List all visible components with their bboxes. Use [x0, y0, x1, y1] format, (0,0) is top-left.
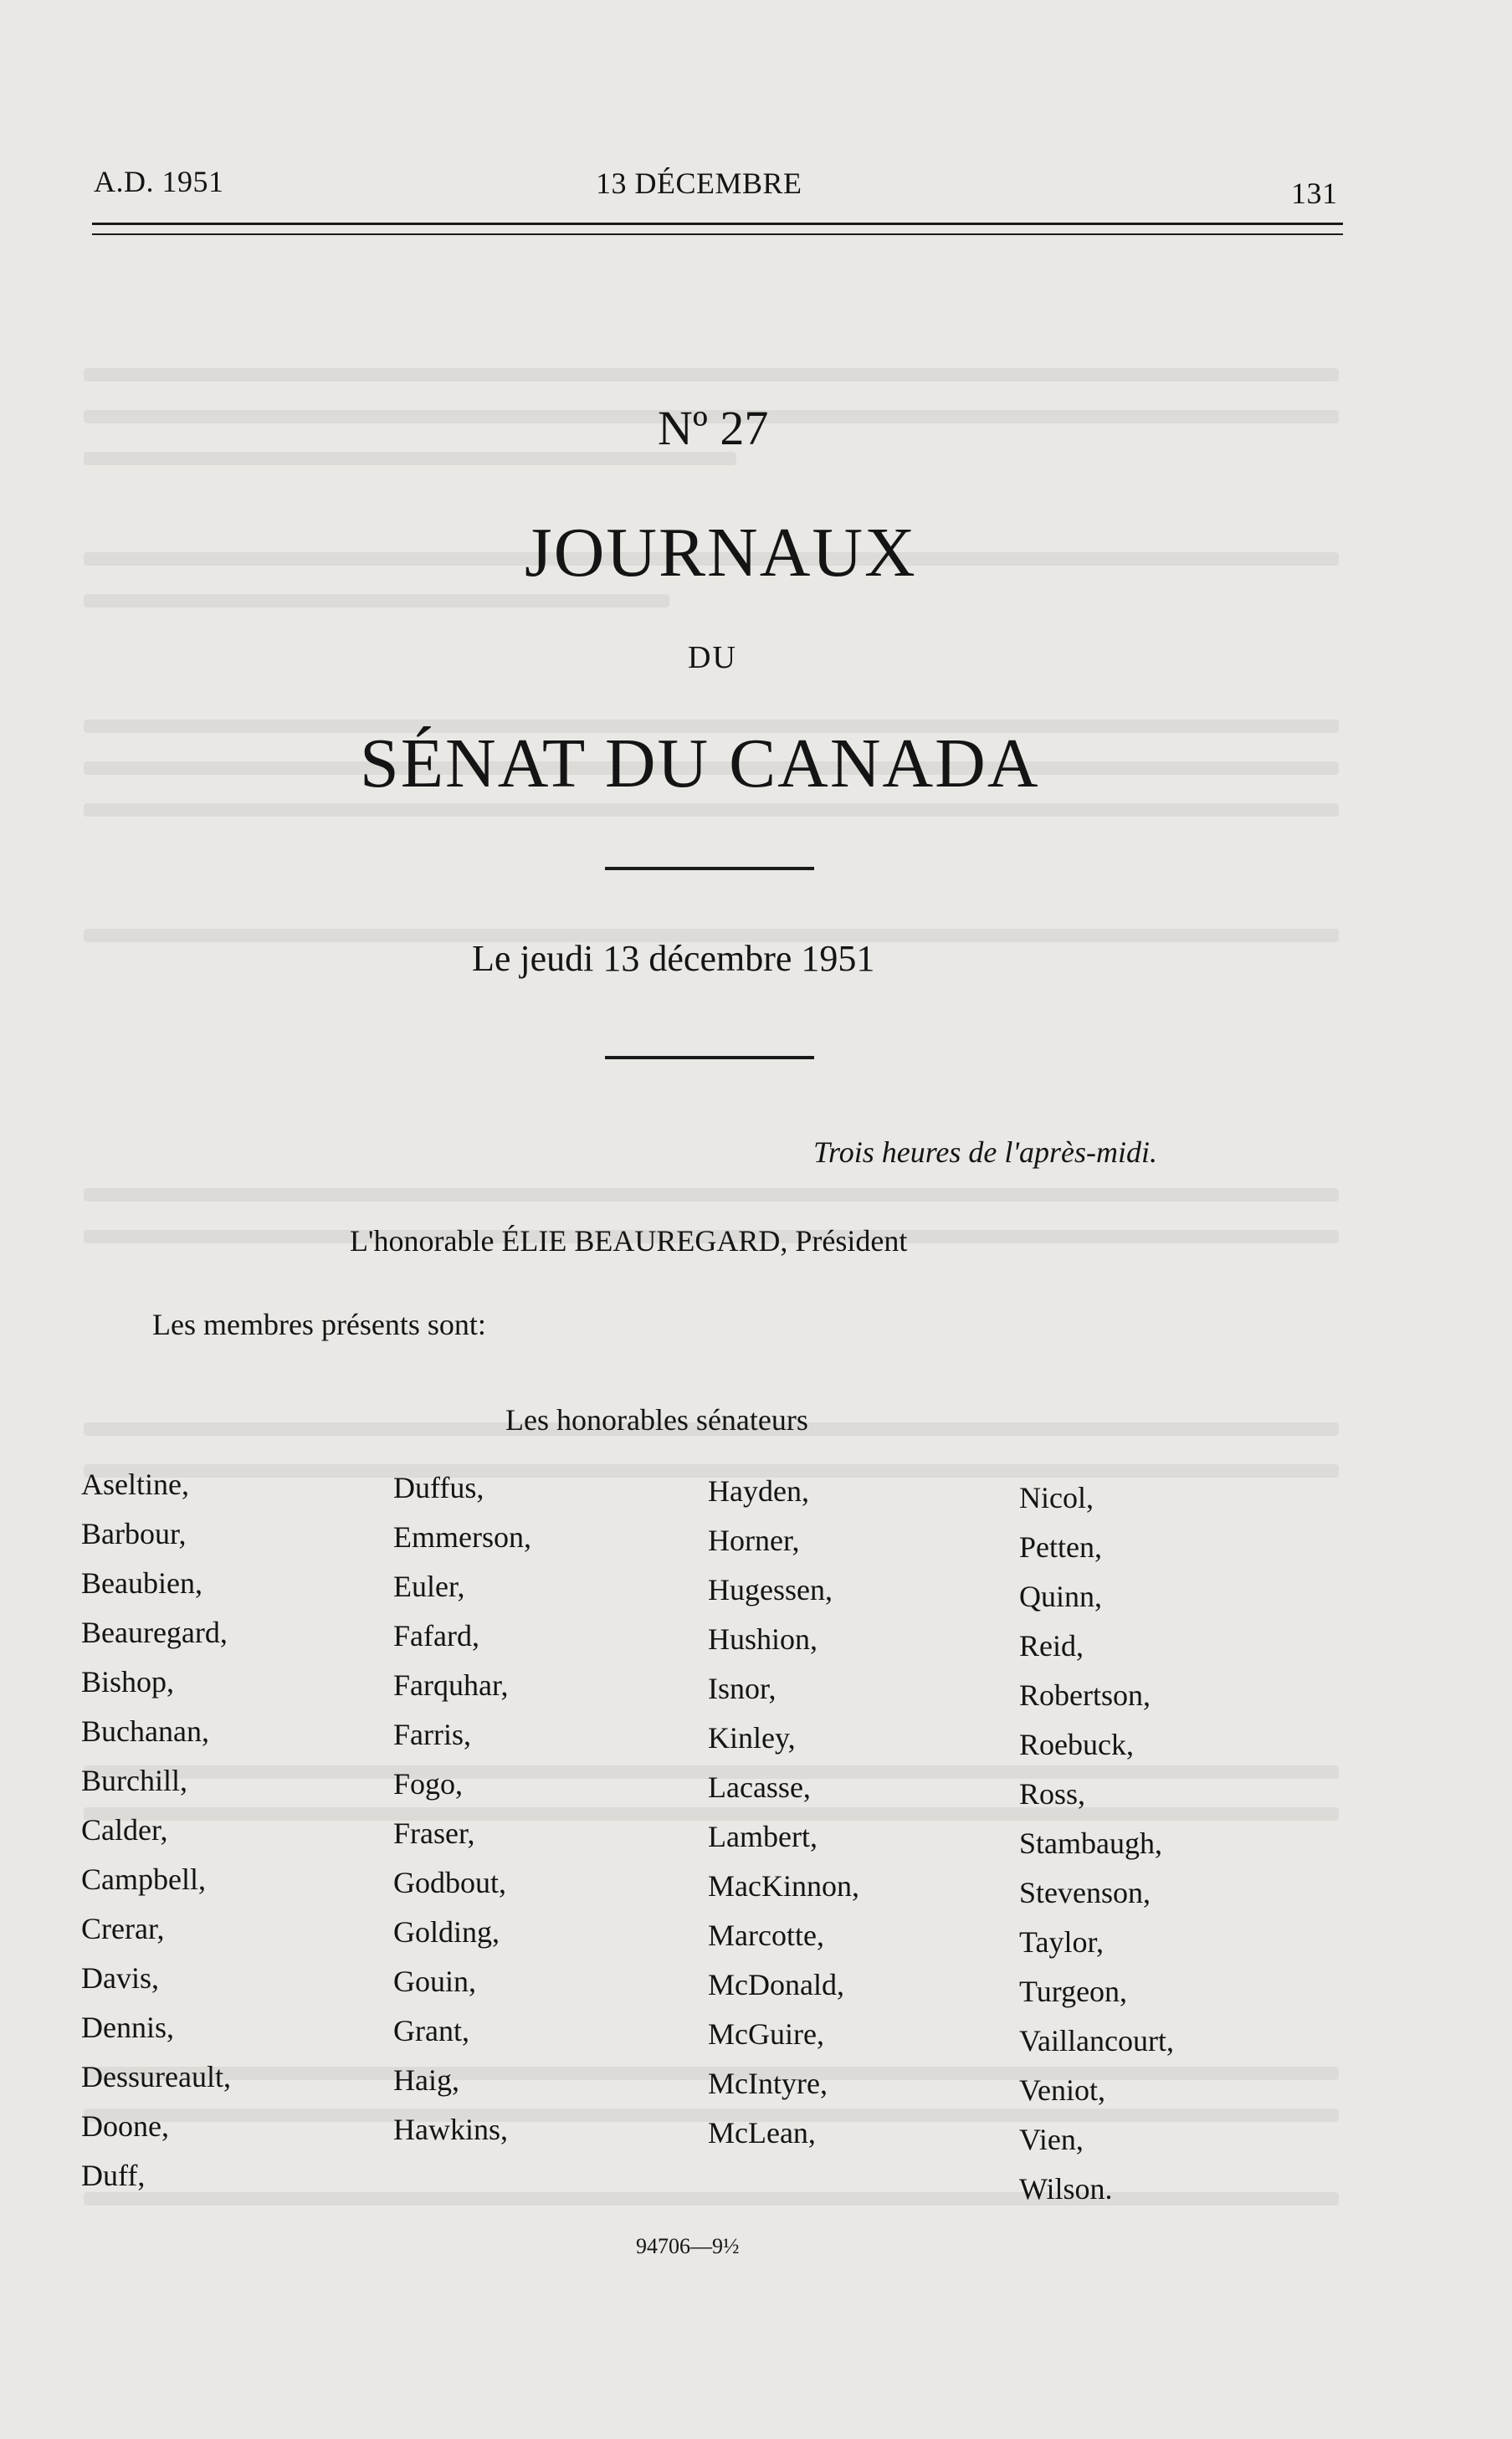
- header-date: 13 DÉCEMBRE: [596, 167, 802, 200]
- senator-name: McIntyre,: [708, 2067, 828, 2100]
- senator-name: Fraser,: [393, 1816, 475, 1850]
- senator-name: Calder,: [81, 1813, 168, 1847]
- senator-name: Barbour,: [81, 1517, 187, 1550]
- title-du: DU: [688, 640, 737, 675]
- honorables-heading: Les honorables sénateurs: [505, 1403, 808, 1437]
- senator-name: Euler,: [393, 1570, 465, 1603]
- title-senat: SÉNAT DU CANADA: [360, 725, 1040, 802]
- senator-name: Beaubien,: [81, 1566, 202, 1600]
- senator-name: Marcotte,: [708, 1919, 824, 1952]
- senator-name: Isnor,: [708, 1672, 777, 1705]
- senator-name: Duff,: [81, 2159, 146, 2192]
- sitting-date: Le jeudi 13 décembre 1951: [472, 938, 875, 979]
- title-divider: [605, 867, 814, 870]
- date-divider: [605, 1056, 814, 1059]
- senator-name: Ross,: [1019, 1777, 1086, 1811]
- senator-name: Godbout,: [393, 1866, 506, 1899]
- senator-column-2: [393, 1471, 531, 2162]
- senator-name: Taylor,: [1019, 1925, 1105, 1959]
- bleed-through-mark: [84, 368, 1339, 382]
- senator-name: McLean,: [708, 2116, 816, 2149]
- senator-name: Hayden,: [708, 1474, 809, 1508]
- senator-name: Gouin,: [393, 1965, 476, 1998]
- senator-name: Roebuck,: [1019, 1728, 1134, 1761]
- president-line: L'honorable ÉLIE BEAUREGARD, Président: [350, 1224, 908, 1258]
- senator-name: Campbell,: [81, 1863, 206, 1896]
- senator-name: Farquhar,: [393, 1668, 509, 1702]
- senator-name: Aseltine,: [81, 1468, 189, 1501]
- bleed-through-mark: [84, 452, 736, 465]
- senator-name: MacKinnon,: [708, 1869, 859, 1903]
- senator-name: Grant,: [393, 2014, 469, 2047]
- senator-name: Wilson.: [1019, 2172, 1113, 2206]
- issue-number: Nº 27: [658, 401, 769, 455]
- senator-name: Turgeon,: [1019, 1975, 1128, 2008]
- senator-column-1: [81, 1468, 231, 2208]
- bleed-through-mark: [84, 803, 1339, 817]
- sitting-time: Trois heures de l'après-midi.: [813, 1135, 1158, 1169]
- senator-name: Davis,: [81, 1961, 159, 1995]
- print-code: 94706—9½: [636, 2234, 740, 2258]
- senator-name: Dennis,: [81, 2011, 174, 2044]
- senator-name: Burchill,: [81, 1764, 187, 1797]
- senator-name: Buchanan,: [81, 1714, 209, 1748]
- senator-name: Robertson,: [1019, 1678, 1151, 1712]
- senator-name: Hushion,: [708, 1622, 818, 1656]
- senator-name: McDonald,: [708, 1968, 844, 2001]
- senator-name: Crerar,: [81, 1912, 165, 1945]
- senator-name: Duffus,: [393, 1471, 484, 1504]
- page-number: 131: [1291, 177, 1338, 210]
- senator-name: Vien,: [1019, 2123, 1084, 2156]
- senator-column-3: [708, 1474, 859, 2165]
- header-year: A.D. 1951: [94, 165, 224, 198]
- senator-name: Hawkins,: [393, 2113, 508, 2146]
- senator-name: Bishop,: [81, 1665, 175, 1699]
- senator-name: Lambert,: [708, 1820, 818, 1853]
- senator-name: Stevenson,: [1019, 1876, 1151, 1909]
- senator-name: Petten,: [1019, 1530, 1102, 1564]
- senator-name: Lacasse,: [708, 1770, 811, 1804]
- senator-name: McGuire,: [708, 2017, 824, 2051]
- senator-name: Quinn,: [1019, 1580, 1102, 1613]
- header-rule-bottom: [92, 233, 1343, 235]
- members-intro: Les membres présents sont:: [152, 1308, 486, 1341]
- senator-name: Nicol,: [1019, 1481, 1094, 1514]
- senator-name: Emmerson,: [393, 1520, 531, 1554]
- senator-name: Reid,: [1019, 1629, 1084, 1663]
- title-journaux: JOURNAUX: [525, 514, 917, 592]
- senator-name: Horner,: [708, 1524, 800, 1557]
- senator-name: Dessureault,: [81, 2060, 231, 2093]
- senator-name: Doone,: [81, 2109, 169, 2143]
- senator-name: Kinley,: [708, 1721, 796, 1755]
- senator-name: Fafard,: [393, 1619, 479, 1652]
- bleed-through-mark: [84, 594, 669, 607]
- senator-name: Beauregard,: [81, 1616, 228, 1649]
- senator-name: Stambaugh,: [1019, 1827, 1162, 1860]
- senator-name: Hugessen,: [708, 1573, 833, 1606]
- senator-name: Veniot,: [1019, 2073, 1105, 2107]
- header-rule-top: [92, 223, 1343, 225]
- senator-name: Farris,: [393, 1718, 471, 1751]
- senator-name: Vaillancourt,: [1019, 2024, 1174, 2057]
- bleed-through-mark: [84, 1188, 1339, 1202]
- senator-name: Fogo,: [393, 1767, 464, 1801]
- senator-name: Golding,: [393, 1915, 500, 1949]
- senator-column-4: [1019, 1481, 1174, 2221]
- senator-name: Haig,: [393, 2063, 459, 2097]
